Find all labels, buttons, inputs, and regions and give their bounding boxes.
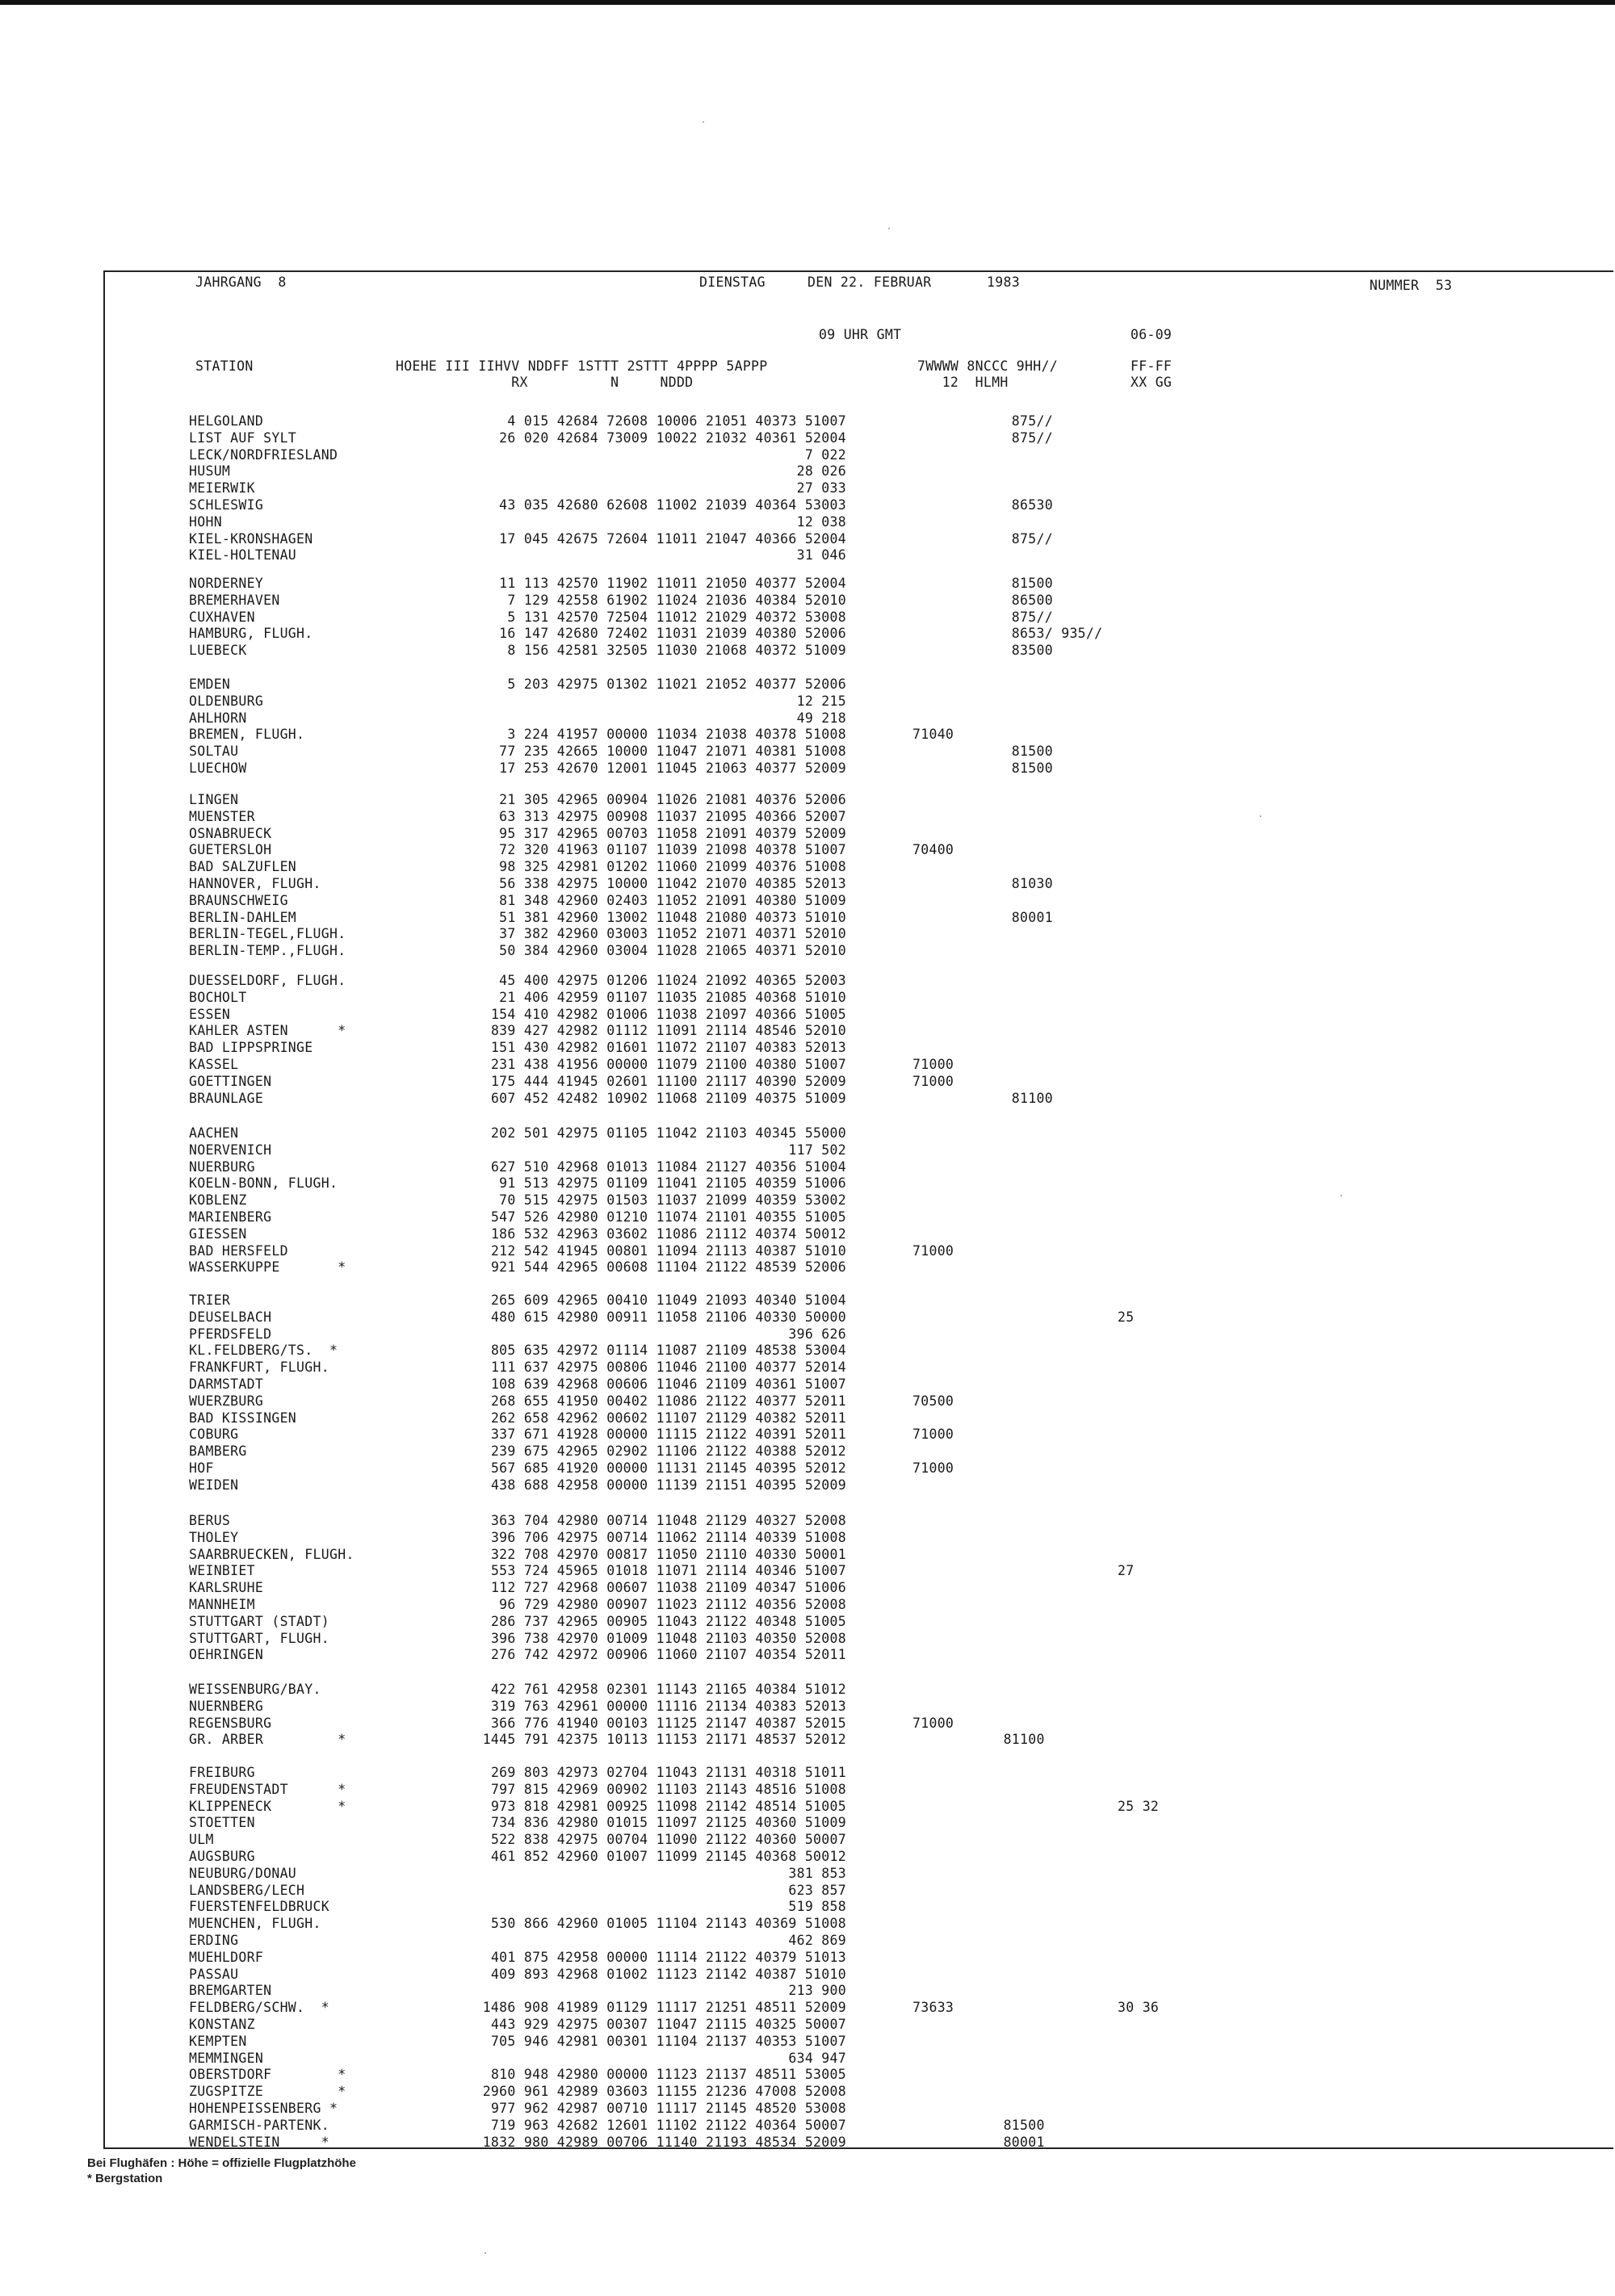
station-name: AHLHORN [189, 710, 247, 726]
station-values: 151 430 42982 01601 11072 21107 40383 52013 [490, 1040, 846, 1056]
station-values: 2960 961 42989 03603 11155 21236 47008 52008 [482, 2084, 846, 2100]
station-values: 319 763 42961 00000 11116 21134 40383 52013 [490, 1698, 846, 1714]
station-values: 634 947 [788, 2050, 846, 2066]
station-values: 26 020 42684 73009 10022 21032 40361 52004 [490, 429, 846, 446]
station-name: MEMMINGEN [189, 2050, 264, 2066]
station-values: 623 857 [788, 1882, 846, 1898]
extra-group: 81500 [912, 2117, 1045, 2133]
station-values: 50 384 42960 03004 11028 21065 40371 52010 [490, 943, 846, 959]
station-name: BAD SALZUFLEN [189, 859, 297, 875]
station-name: BREMEN, FLUGH. [189, 727, 305, 743]
station-name: PASSAU [189, 1966, 239, 1982]
station-name: BAD KISSINGEN [189, 1410, 297, 1426]
station-name: HOHENPEISSENBERG * [189, 2101, 338, 2116]
station-name: GR. ARBER * [189, 1732, 346, 1748]
station-name: STUTTGART, FLUGH. [189, 1630, 329, 1646]
station-values: 5 131 42570 72504 11012 21029 40372 53008 [490, 609, 846, 625]
station-values: 1486 908 41989 01129 11117 21251 48511 52009 [482, 2000, 846, 2016]
station-values: 27 033 [788, 480, 846, 496]
station-values: 37 382 42960 03003 11052 21071 40371 52010 [490, 926, 846, 942]
station-name: WEISSENBURG/BAY. [189, 1682, 321, 1697]
station-values: 607 452 42482 10902 11068 21109 40375 51009 [490, 1090, 846, 1106]
station-values: 96 729 42980 00907 11023 21112 40356 52008 [490, 1597, 846, 1612]
extra-group: 80001 [912, 2134, 1045, 2150]
station-name: KEMPTEN [189, 2033, 247, 2049]
station-values: 438 688 42958 00000 11139 21151 40395 52009 [490, 1477, 846, 1493]
station-name: HOF [189, 1460, 214, 1476]
station-values: 12 038 [788, 513, 846, 530]
extra-group: 81500 [912, 744, 1053, 760]
station-name: MUEHLDORF [189, 1949, 264, 1965]
station-name: LECK/NORDFRIESLAND [189, 446, 338, 463]
station-values: 21 406 42959 01107 11035 21085 40368 51010 [490, 989, 846, 1005]
station-values: 45 400 42975 01206 11024 21092 40365 52003 [490, 973, 846, 988]
station-values: 810 948 42980 00000 11123 21137 48511 53005 [490, 2067, 846, 2083]
station-name: BERUS [189, 1513, 231, 1528]
wind-gust: 25 [1118, 1309, 1135, 1325]
day-label: DIENSTAG [699, 274, 766, 290]
station-name: NUERBURG [189, 1158, 255, 1175]
station-values: 7 129 42558 61902 11024 21036 40384 52010 [490, 592, 846, 608]
station-name: HAMBURG, FLUGH. [189, 626, 313, 642]
station-name: WEIDEN [189, 1477, 239, 1493]
station-values: 81 348 42960 02403 11052 21091 40380 51009 [490, 892, 846, 908]
station-name: BERLIN-TEGEL,FLUGH. [189, 926, 346, 942]
station-name: NUERNBERG [189, 1698, 264, 1714]
speckle [703, 121, 704, 123]
station-values: 95 317 42965 00703 11058 21091 40379 52009 [490, 825, 846, 841]
station-header: STATION [195, 358, 254, 374]
station-values: 522 838 42975 00704 11090 21122 40360 50007 [490, 1832, 846, 1848]
station-values: 3 224 41957 00000 11034 21038 40378 51008 [490, 727, 846, 743]
station-name: GIESSEN [189, 1226, 247, 1242]
station-name: OLDENBURG [189, 693, 264, 709]
station-name: BAD HERSFELD [189, 1242, 288, 1259]
station-values: 77 235 42665 10000 11047 21071 40381 51008 [490, 744, 846, 760]
extra-columns-subheader: 12 HLMH [917, 375, 1009, 390]
station-name: SAARBRUECKEN, FLUGH. [189, 1546, 354, 1562]
station-values: 11 113 42570 11902 11011 21050 40377 52004 [490, 576, 846, 591]
station-values: 28 026 [788, 463, 846, 480]
station-name: BREMGARTEN [189, 1983, 272, 1999]
station-values: 108 639 42968 00606 11046 21109 40361 51007 [490, 1376, 846, 1392]
speckle [1340, 1195, 1342, 1196]
station-name: BOCHOLT [189, 989, 247, 1005]
station-values: 547 526 42980 01210 11074 21101 40355 51005 [490, 1209, 846, 1225]
station-name: OBERSTDORF * [189, 2067, 346, 2083]
station-values: 70 515 42975 01503 11037 21099 40359 53002 [490, 1192, 846, 1209]
extra-group: 71000 [912, 1427, 954, 1443]
speckle [888, 228, 890, 229]
station-name: CUXHAVEN [189, 609, 255, 625]
station-values: 213 900 [788, 1983, 846, 1999]
station-name: BRAUNLAGE [189, 1090, 264, 1106]
station-name: OEHRINGEN [189, 1647, 264, 1663]
station-name: KASSEL [189, 1057, 239, 1072]
station-name: FRANKFURT, FLUGH. [189, 1360, 329, 1376]
station-values: 56 338 42975 10000 11042 21070 40385 52013 [490, 876, 846, 891]
station-values: 212 542 41945 00801 11094 21113 40387 51010 [490, 1242, 846, 1259]
station-values: 286 737 42965 00905 11043 21122 40348 51005 [490, 1613, 846, 1629]
station-name: KARLSRUHE [189, 1580, 264, 1596]
station-values: 839 427 42982 01112 11091 21114 48546 52010 [490, 1023, 846, 1039]
station-values: 202 501 42975 01105 11042 21103 40345 55000 [490, 1125, 846, 1141]
station-name: MUENCHEN, FLUGH. [189, 1916, 321, 1932]
station-values: 797 815 42969 00902 11103 21143 48516 51008 [490, 1781, 846, 1797]
station-values: 5 203 42975 01302 11021 21052 40377 52006 [490, 677, 846, 692]
footnotes [87, 2156, 356, 2186]
station-name: WASSERKUPPE * [189, 1259, 346, 1276]
extra-group: 70400 [912, 842, 954, 858]
station-values: 519 858 [788, 1899, 846, 1915]
station-name: HANNOVER, FLUGH. [189, 876, 321, 891]
station-values: 719 963 42682 12601 11102 21122 40364 50007 [490, 2117, 846, 2133]
station-name: LINGEN [189, 792, 239, 807]
station-values: 396 706 42975 00714 11062 21114 40339 51008 [490, 1529, 846, 1545]
station-name: STOETTEN [189, 1815, 255, 1831]
extra-group: 83500 [912, 643, 1053, 659]
main-columns-header: HOEHE III IIHVV NDDFF 1STTT 2STTT 4PPPP 5APPP [396, 358, 768, 374]
station-name: LANDSBERG/LECH [189, 1882, 305, 1898]
extra-group: 71000 [912, 1057, 954, 1072]
station-name: KLIPPENECK * [189, 1798, 346, 1814]
station-name: MUENSTER [189, 808, 255, 824]
extra-group: 81500 [912, 576, 1053, 591]
station-name: ERDING [189, 1933, 239, 1948]
station-name: FELDBERG/SCHW. * [189, 2000, 329, 2016]
station-name: KIEL-KRONSHAGEN [189, 530, 313, 547]
station-name: PFERDSFELD [189, 1326, 272, 1342]
extra-group: 81500 [912, 760, 1053, 776]
extra-group: 71040 [912, 727, 954, 743]
station-name: WEINBIET [189, 1563, 255, 1579]
station-values: 117 502 [788, 1142, 846, 1158]
station-values: 17 253 42670 12001 11045 21063 40377 52009 [490, 760, 846, 776]
extra-group: 86530 [912, 497, 1053, 513]
station-name: WUERZBURG [189, 1393, 264, 1409]
station-name: FREUDENSTADT * [189, 1781, 346, 1797]
speckle [1260, 815, 1261, 817]
station-values: 322 708 42970 00817 11050 21110 40330 50001 [490, 1546, 846, 1562]
station-name: BERLIN-DAHLEM [189, 909, 297, 925]
station-values: 43 035 42680 62608 11002 21039 40364 53003 [490, 497, 846, 513]
extra-group: 81030 [912, 876, 1053, 891]
station-values: 154 410 42982 01006 11038 21097 40366 51005 [490, 1006, 846, 1022]
wind-columns-subheader: XX GG [1130, 375, 1172, 390]
station-values: 91 513 42975 01109 11041 21105 40359 51006 [490, 1175, 846, 1192]
station-name: AUGSBURG [189, 1849, 255, 1864]
station-values: 186 532 42963 03602 11086 21112 40374 50012 [490, 1226, 846, 1242]
main-columns-subheader: RX N NDDD [396, 375, 694, 390]
speckle [484, 2252, 486, 2254]
footnote-airport: Bei Flughäfen : Höhe = offizielle Flugplatzhöhe [87, 2156, 356, 2170]
station-values: 8 156 42581 32505 11030 21068 40372 51009 [490, 643, 846, 659]
station-name: MEIERWIK [189, 480, 255, 496]
year-label: 1983 [987, 274, 1020, 290]
station-values: 381 853 [788, 1865, 846, 1881]
station-values: 461 852 42960 01007 11099 21145 40368 50012 [490, 1849, 846, 1864]
period-label: 06-09 [1130, 327, 1172, 342]
station-values: 7 022 [788, 446, 846, 463]
station-name: FREIBURG [189, 1765, 255, 1780]
station-name: STUTTGART (STADT) [189, 1613, 329, 1629]
station-values: 72 320 41963 01107 11039 21098 40378 51007 [490, 842, 846, 858]
station-name: BAD LIPPSPRINGE [189, 1040, 313, 1056]
station-values: 921 544 42965 00608 11104 21122 48539 52006 [490, 1259, 846, 1276]
station-values: 269 803 42973 02704 11043 21131 40318 51011 [490, 1765, 846, 1780]
station-values: 17 045 42675 72604 11011 21047 40366 52004 [490, 530, 846, 547]
station-values: 401 875 42958 00000 11114 21122 40379 51013 [490, 1949, 846, 1965]
footnote-mountain: * Bergstation [87, 2172, 163, 2185]
station-name: LUECHOW [189, 760, 247, 776]
extra-group: 71000 [912, 1073, 954, 1089]
station-name: THOLEY [189, 1529, 239, 1545]
extra-group: 71000 [912, 1715, 954, 1731]
station-values: 705 946 42981 00301 11104 21137 40353 51007 [490, 2033, 846, 2049]
station-values: 480 615 42980 00911 11058 21106 40330 50000 [490, 1309, 846, 1325]
extra-group: 875// [912, 413, 1053, 429]
extra-group: 875// [912, 609, 1053, 625]
station-values: 239 675 42965 02902 11106 21122 40388 52012 [490, 1443, 846, 1460]
station-values: 51 381 42960 13002 11048 21080 40373 51010 [490, 909, 846, 925]
station-name: AACHEN [189, 1125, 239, 1141]
station-values: 268 655 41950 00402 11086 21122 40377 52011 [490, 1393, 846, 1409]
station-values: 422 761 42958 02301 11143 21165 40384 51012 [490, 1682, 846, 1697]
station-name: FUERSTENFELDBRUCK [189, 1899, 329, 1915]
station-values: 363 704 42980 00714 11048 21129 40327 52008 [490, 1513, 846, 1528]
station-name: KONSTANZ [189, 2017, 255, 2032]
extra-group: 8653/ 935// [912, 626, 1103, 642]
station-values: 1445 791 42375 10113 11153 21171 48537 52012 [482, 1732, 846, 1748]
station-name: GUETERSLOH [189, 842, 272, 858]
station-name: SCHLESWIG [189, 497, 264, 513]
station-values: 21 305 42965 00904 11026 21081 40376 52006 [490, 792, 846, 807]
station-values: 111 637 42975 00806 11046 21100 40377 52014 [490, 1360, 846, 1376]
extra-group: 81100 [912, 1090, 1053, 1106]
station-name: BRAUNSCHWEIG [189, 892, 288, 908]
station-values: 396 626 [788, 1326, 846, 1342]
extra-columns-header: 7WWWW 8NCCC 9HH// [917, 358, 1058, 374]
station-values: 12 215 [788, 693, 846, 709]
station-values: 4 015 42684 72608 10006 21051 40373 51007 [490, 413, 846, 429]
station-name: ZUGSPITZE * [189, 2084, 346, 2100]
station-name: HOHN [189, 513, 222, 530]
station-values: 1832 980 42989 00706 11140 21193 48534 52009 [482, 2134, 846, 2150]
extra-group: 86500 [912, 592, 1053, 608]
extra-group: 71000 [912, 1460, 954, 1476]
station-name: GOETTINGEN [189, 1073, 272, 1089]
extra-group: 81100 [912, 1732, 1045, 1748]
station-values: 805 635 42972 01114 11087 21109 48538 53004 [490, 1343, 846, 1359]
station-values: 973 818 42981 00925 11098 21142 48514 51005 [490, 1798, 846, 1814]
station-name: COBURG [189, 1427, 239, 1443]
station-name: GARMISCH-PARTENK. [189, 2117, 329, 2133]
station-values: 409 893 42968 01002 11123 21142 40387 51010 [490, 1966, 846, 1982]
extra-group: 875// [912, 429, 1053, 446]
station-values: 262 658 42962 00602 11107 21129 40382 52011 [490, 1410, 846, 1426]
station-values: 63 313 42975 00908 11037 21095 40366 52007 [490, 808, 846, 824]
station-values: 530 866 42960 01005 11104 21143 40369 51008 [490, 1916, 846, 1932]
station-name: NEUBURG/DONAU [189, 1865, 297, 1881]
station-values: 977 962 42987 00710 11117 21145 48520 53008 [490, 2101, 846, 2116]
station-values: 98 325 42981 01202 11060 21099 40376 51008 [490, 859, 846, 875]
station-name: NORDERNEY [189, 576, 264, 591]
station-name: DUESSELDORF, FLUGH. [189, 973, 346, 988]
station-values: 462 869 [788, 1933, 846, 1948]
station-name: ULM [189, 1832, 214, 1848]
time-gmt: 09 UHR GMT [819, 327, 902, 342]
station-name: KL.FELDBERG/TS. * [189, 1343, 338, 1359]
wind-gust: 25 32 [1118, 1798, 1160, 1814]
station-values: 112 727 42968 00607 11038 21109 40347 51006 [490, 1580, 846, 1596]
station-name: MARIENBERG [189, 1209, 272, 1225]
station-values: 734 836 42980 01015 11097 21125 40360 51009 [490, 1815, 846, 1831]
extra-group: 70500 [912, 1393, 954, 1409]
wind-gust: 27 [1118, 1563, 1135, 1579]
station-name: KIEL-HOLTENAU [189, 547, 297, 564]
station-name: DEUSELBACH [189, 1309, 272, 1325]
station-name: BERLIN-TEMP.,FLUGH. [189, 943, 346, 959]
station-values: 553 724 45965 01018 11071 21114 40346 51007 [490, 1563, 846, 1579]
station-name: NOERVENICH [189, 1142, 272, 1158]
station-values: 175 444 41945 02601 11100 21117 40390 52009 [490, 1073, 846, 1089]
station-values: 49 218 [788, 710, 846, 726]
extra-group: 80001 [912, 909, 1053, 925]
station-name: SOLTAU [189, 744, 239, 760]
extra-group: 875// [912, 530, 1053, 547]
station-name: TRIER [189, 1293, 231, 1308]
station-name: DARMSTADT [189, 1376, 264, 1392]
top-edge-line [0, 0, 1615, 5]
wind-columns-header: FF-FF [1130, 358, 1172, 374]
station-values: 231 438 41956 00000 11079 21100 40380 51007 [490, 1057, 846, 1072]
station-name: ESSEN [189, 1006, 231, 1022]
station-values: 627 510 42968 01013 11084 21127 40356 51004 [490, 1158, 846, 1175]
station-name: EMDEN [189, 677, 231, 692]
date-label: DEN 22. FEBRUAR [808, 274, 932, 290]
station-name: LIST AUF SYLT [189, 429, 297, 446]
station-values: 366 776 41940 00103 11125 21147 40387 52015 [490, 1715, 846, 1731]
station-name: HUSUM [189, 463, 231, 480]
station-name: KOBLENZ [189, 1192, 247, 1209]
station-name: MANNHEIM [189, 1597, 255, 1612]
station-values: 567 685 41920 00000 11131 21145 40395 52012 [490, 1460, 846, 1476]
station-values: 443 929 42975 00307 11047 21115 40325 50007 [490, 2017, 846, 2032]
station-values: 337 671 41928 00000 11115 21122 40391 52011 [490, 1427, 846, 1443]
station-name: HELGOLAND [189, 413, 264, 429]
wind-gust: 30 36 [1118, 2000, 1160, 2016]
station-values: 396 738 42970 01009 11048 21103 40350 52008 [490, 1630, 846, 1646]
station-name: LUEBECK [189, 643, 247, 659]
station-name: BAMBERG [189, 1443, 247, 1460]
station-name: REGENSBURG [189, 1715, 272, 1731]
jahrgang-label: JAHRGANG 8 [195, 274, 287, 290]
station-name: KOELN-BONN, FLUGH. [189, 1175, 338, 1192]
station-name: BREMERHAVEN [189, 592, 280, 608]
station-values: 16 147 42680 72402 11031 21039 40380 52006 [490, 626, 846, 642]
station-name: WENDELSTEIN * [189, 2134, 329, 2150]
station-values: 276 742 42972 00906 11060 21107 40354 52011 [490, 1647, 846, 1663]
extra-group: 73633 [912, 2000, 954, 2016]
station-name: OSNABRUECK [189, 825, 272, 841]
issue-number: NUMMER 53 [1370, 278, 1453, 293]
station-name: KAHLER ASTEN * [189, 1023, 346, 1039]
station-values: 31 046 [788, 547, 846, 564]
page-frame [103, 270, 1613, 2149]
extra-group: 71000 [912, 1242, 954, 1259]
station-values: 265 609 42965 00410 11049 21093 40340 51004 [490, 1293, 846, 1308]
